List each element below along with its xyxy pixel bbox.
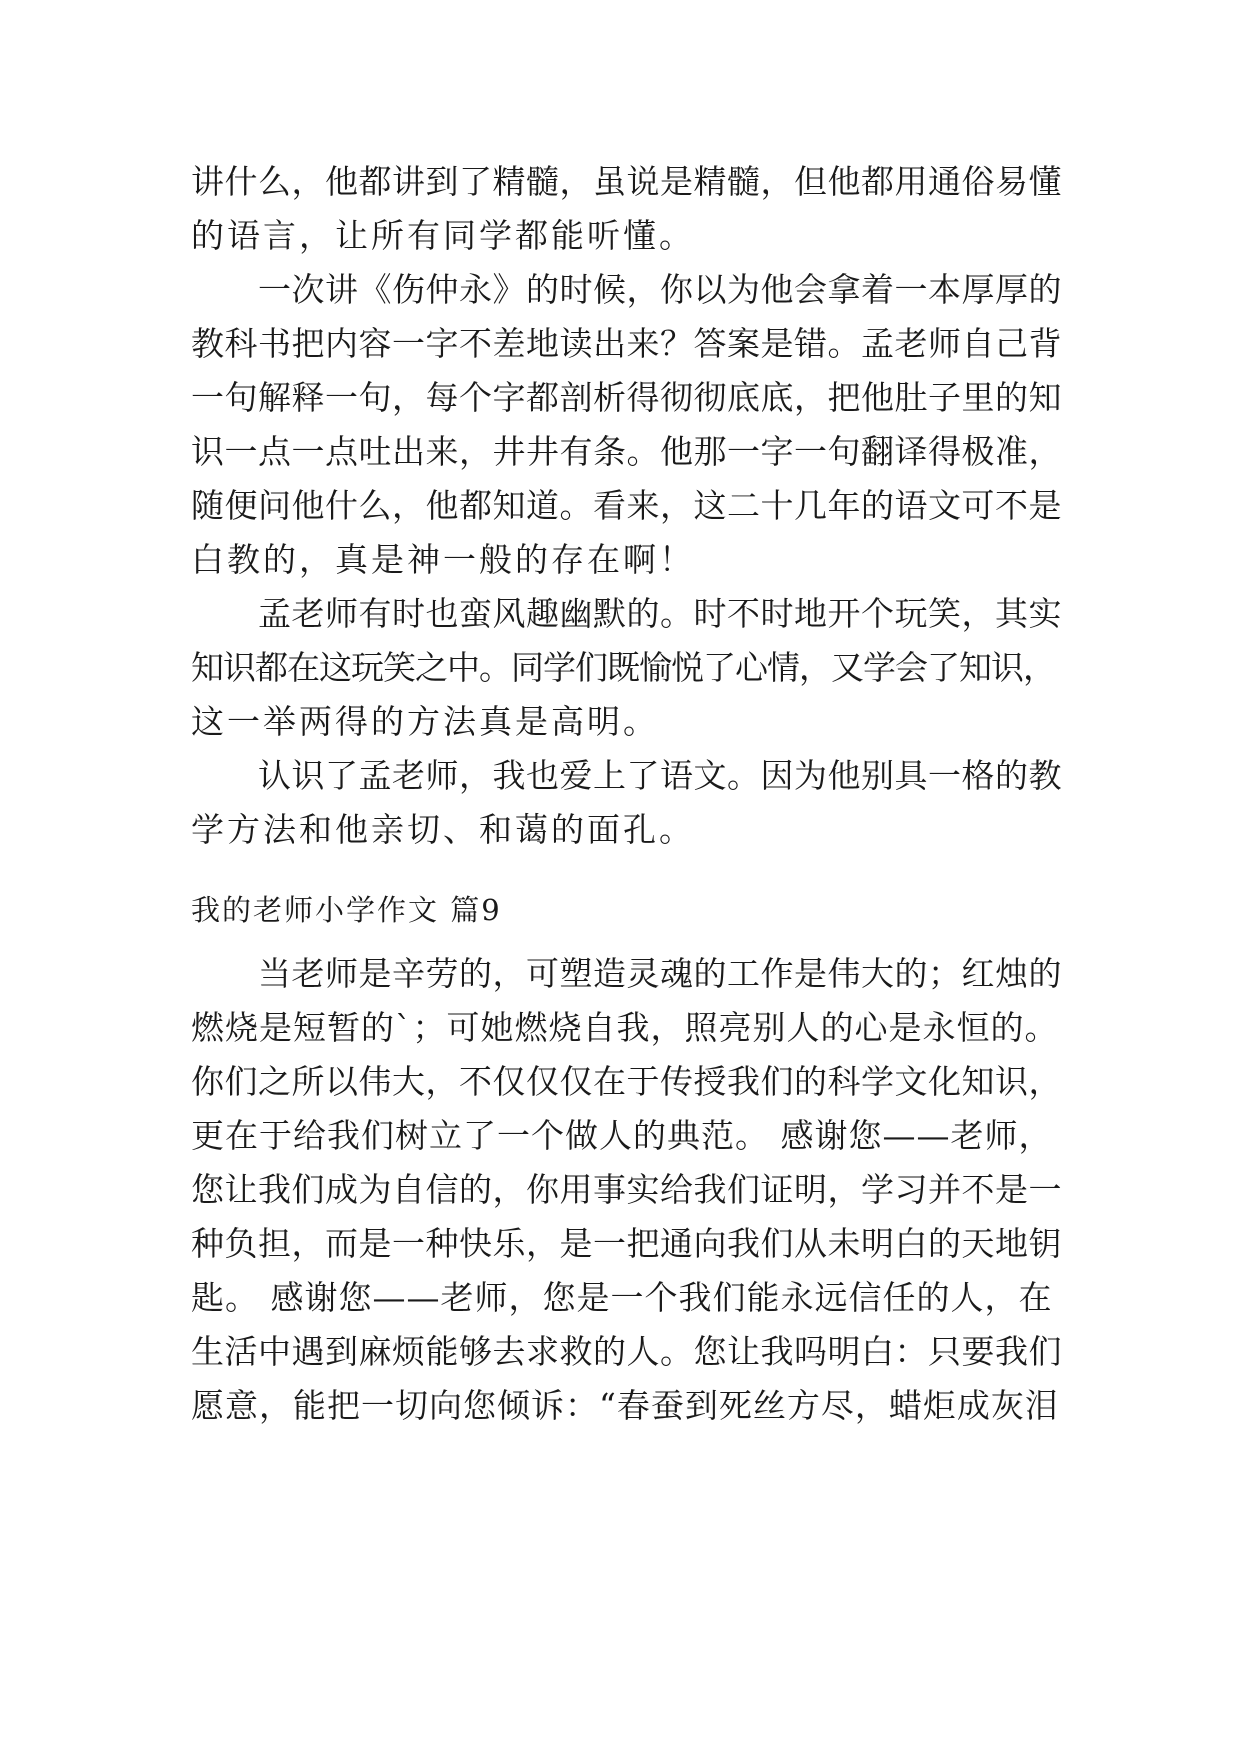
text-line: 燃烧是短暂的`；可她燃烧自我，照亮别人的心是永恒的。 <box>191 1008 1059 1047</box>
text-line: 识一点一点吐出来，井井有条。他那一字一句翻译得极准， <box>191 432 1062 471</box>
text-line: 一次讲《伤仲永》的时候，你以为他会拿着一本厚厚的 <box>191 270 1062 309</box>
text-line: 随便问他什么，他都知道。看来，这二十几年的语文可不是 <box>191 486 1062 525</box>
section-heading: 我的老师小学作文 篇9 <box>191 893 502 927</box>
text-line: 认识了孟老师，我也爱上了语文。因为他别具一格的教 <box>191 756 1062 795</box>
text-line: 讲什么，他都讲到了精髓，虽说是精髓，但他都用通俗易懂 <box>191 162 1062 201</box>
text-line: 愿意，能把一切向您倾诉：“春蚕到死丝方尽，蜡炬成灰泪 <box>191 1386 1059 1425</box>
text-line: 一句解释一句，每个字都剖析得彻彻底底，把他肚子里的知 <box>191 378 1062 417</box>
text-line: 孟老师有时也蛮风趣幽默的。时不时地开个玩笑，其实 <box>191 594 1062 633</box>
text-line: 匙。 感谢您——老师，您是一个我们能永远信任的人，在 <box>191 1278 1053 1317</box>
text-line: 更在于给我们树立了一个做人的典范。 感谢您——老师， <box>191 1116 1053 1155</box>
text-line: 您让我们成为自信的，你用事实给我们证明，学习并不是一 <box>191 1170 1062 1209</box>
text-line: 生活中遇到麻烦能够去求救的人。您让我吗明白：只要我们 <box>191 1332 1062 1371</box>
text-line: 学方法和他亲切、和蔼的面孔。 <box>191 810 695 849</box>
text-line: 这一举两得的方法真是高明。 <box>191 702 659 741</box>
text-line: 知识都在这玩笑之中。同学们既愉悦了心情，又学会了知识， <box>191 648 1055 687</box>
text-line: 种负担，而是一种快乐，是一把通向我们从未明白的天地钥 <box>191 1224 1062 1263</box>
text-line: 的语言，让所有同学都能听懂。 <box>191 216 695 255</box>
text-line: 白教的，真是神一般的存在啊！ <box>191 540 695 579</box>
text-line: 当老师是辛劳的，可塑造灵魂的工作是伟大的；红烛的 <box>191 954 1062 993</box>
text-line: 教科书把内容一字不差地读出来？答案是错。孟老师自己背 <box>191 324 1062 363</box>
text-line: 你们之所以伟大，不仅仅仅在于传授我们的科学文化知识， <box>191 1062 1062 1101</box>
